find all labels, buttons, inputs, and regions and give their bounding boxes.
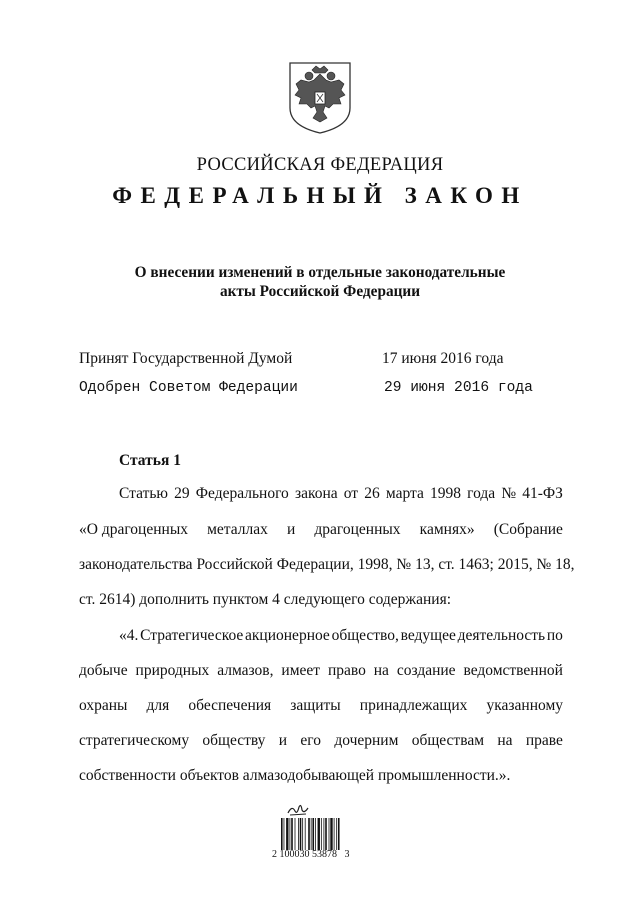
word: закона [294, 485, 338, 502]
council-approval-row [79, 380, 559, 396]
word: обществу [202, 732, 266, 749]
word: обеспечения [188, 697, 272, 714]
word: 29 [174, 485, 190, 502]
word: «О драгоценных [79, 521, 188, 538]
word: на [497, 732, 513, 749]
word: его [300, 732, 321, 749]
law-title-line: О внесении изменений в отдельные законодательные [134, 264, 506, 281]
word: Федерального [195, 485, 289, 502]
barcode-icon [280, 818, 360, 850]
law-title [0, 263, 640, 301]
country-name: РОССИЙСКАЯ ФЕДЕРАЦИЯ [196, 155, 444, 175]
word: деятельность [457, 627, 546, 644]
word: указанному [486, 697, 563, 714]
duma-date: 17 июня 2016 года [382, 350, 504, 367]
paragraph-line [119, 485, 563, 503]
word: право [327, 662, 366, 679]
word: марта [385, 485, 424, 502]
paragraph-line [79, 521, 563, 539]
word: имеет [281, 662, 321, 679]
paragraph-line: ст. 2614) дополнить пунктом 4 следующего содержания: [79, 591, 452, 608]
word: года [467, 485, 496, 502]
word: ведущее [400, 627, 456, 644]
word: металлах [207, 521, 268, 538]
word: (Собрание [493, 521, 563, 538]
law-title-line: акты Российской Федерации [219, 283, 421, 300]
word: от [343, 485, 359, 502]
word: 26 [364, 485, 380, 502]
word: защиты [290, 697, 341, 714]
word: природных [135, 662, 210, 679]
coat-of-arms-icon [287, 60, 353, 136]
paragraph-line [119, 627, 563, 645]
duma-adoption-row [79, 350, 559, 368]
word: общество, [331, 627, 399, 644]
word: Статью [119, 485, 168, 502]
article-heading: Статья 1 [119, 452, 181, 469]
word: на [373, 662, 389, 679]
paragraph-line: собственности объектов алмазодобывающей промышленности.». [79, 767, 511, 784]
word: охраны [79, 697, 128, 714]
word: и [278, 732, 288, 749]
word: драгоценных [314, 521, 401, 538]
word: «4. [119, 627, 139, 644]
word: стратегическому [79, 732, 190, 749]
word: и [286, 521, 296, 538]
barcode-number: 2 100030 53878 3 [272, 849, 350, 860]
signature-icon [286, 801, 310, 817]
word: создание [396, 662, 456, 679]
word: Стратегическое [140, 627, 244, 644]
word: камнях» [419, 521, 475, 538]
word: добыче [79, 662, 128, 679]
word: обществам [411, 732, 485, 749]
duma-label: Принят Государственной Думой [79, 350, 293, 367]
word: принадлежащих [359, 697, 468, 714]
word: для [146, 697, 170, 714]
word: ведомственной [463, 662, 563, 679]
paragraph-line [79, 662, 563, 680]
council-date: 29 июня 2016 года [384, 380, 533, 396]
word: акционерное [245, 627, 330, 644]
document-type: ФЕДЕРАЛЬНЫЙ ЗАКОН [112, 183, 528, 208]
paragraph-line [79, 697, 563, 715]
paragraph-line [79, 732, 563, 750]
word: праве [525, 732, 563, 749]
word: 1998 [430, 485, 461, 502]
word: по [546, 627, 563, 644]
word: 41-ФЗ [522, 485, 563, 502]
paragraph-line: законодательства Российской Федерации, 1998, № 13, ст. 1463; 2015, № 18, [79, 556, 575, 573]
council-label: Одобрен Советом Федерации [79, 380, 298, 396]
word: № [501, 485, 517, 502]
word: алмазов, [217, 662, 274, 679]
word: дочерним [334, 732, 399, 749]
